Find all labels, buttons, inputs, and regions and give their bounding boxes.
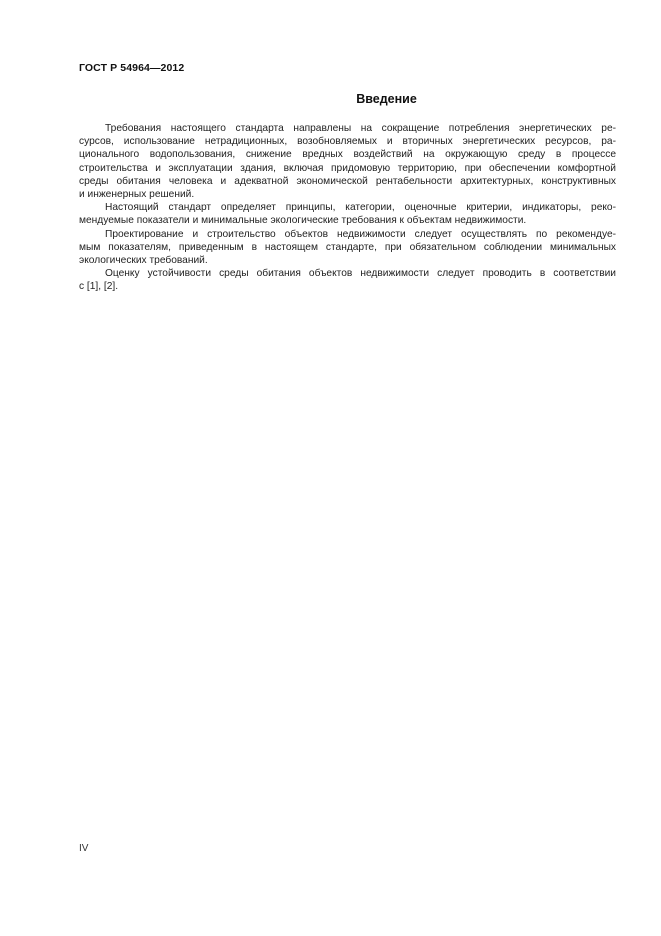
text-line: Настоящий стандарт определяет принципы, категории, оценочные критерии, индикаторы, реко- xyxy=(105,202,616,214)
paragraph-requirements xyxy=(79,122,616,201)
text-line: среды обитания человека и адекватной экономической рентабельности архитектурных, конструктивных xyxy=(79,175,616,187)
text-line: ционального водопользования, снижение вредных воздействий на окружающую среду в процессе xyxy=(79,149,616,161)
text-line: мым показателям, приведенным в настоящем стандарте, при обязательном соблюдении минимальных xyxy=(79,241,616,253)
text-line: и инженерных решений. xyxy=(79,189,195,201)
page-number: IV xyxy=(79,843,89,854)
paragraph-design xyxy=(79,228,616,268)
text-line: строительства и эксплуатации здания, включая придомовую территорию, при обеспечении комфортной xyxy=(79,162,616,174)
paragraph-scope xyxy=(79,201,616,227)
text-line: Проектирование и строительство объектов недвижимости следует осуществлять по рекомендуе- xyxy=(105,228,616,240)
text-line: мендуемые показатели и минимальные экологические требования к объектам недвижимости. xyxy=(79,215,527,227)
section-title: Введение xyxy=(356,92,417,106)
text-line: Оценку устойчивости среды обитания объектов недвижимости следует проводить в соответствии xyxy=(105,268,616,280)
text-line: экологических требований. xyxy=(79,255,208,267)
body-text xyxy=(79,122,616,294)
text-line: с [1], [2]. xyxy=(79,281,119,293)
text-line: сурсов, использование нетрадиционных, возобновляемых и вторичных энергетических ресурсов, ра- xyxy=(79,136,616,148)
text-line: Требования настоящего стандарта направлены на сокращение потребления энергетических ре- xyxy=(105,123,616,134)
paragraph-assessment xyxy=(79,267,616,293)
document-standard-header: ГОСТ Р 54964—2012 xyxy=(79,62,185,74)
